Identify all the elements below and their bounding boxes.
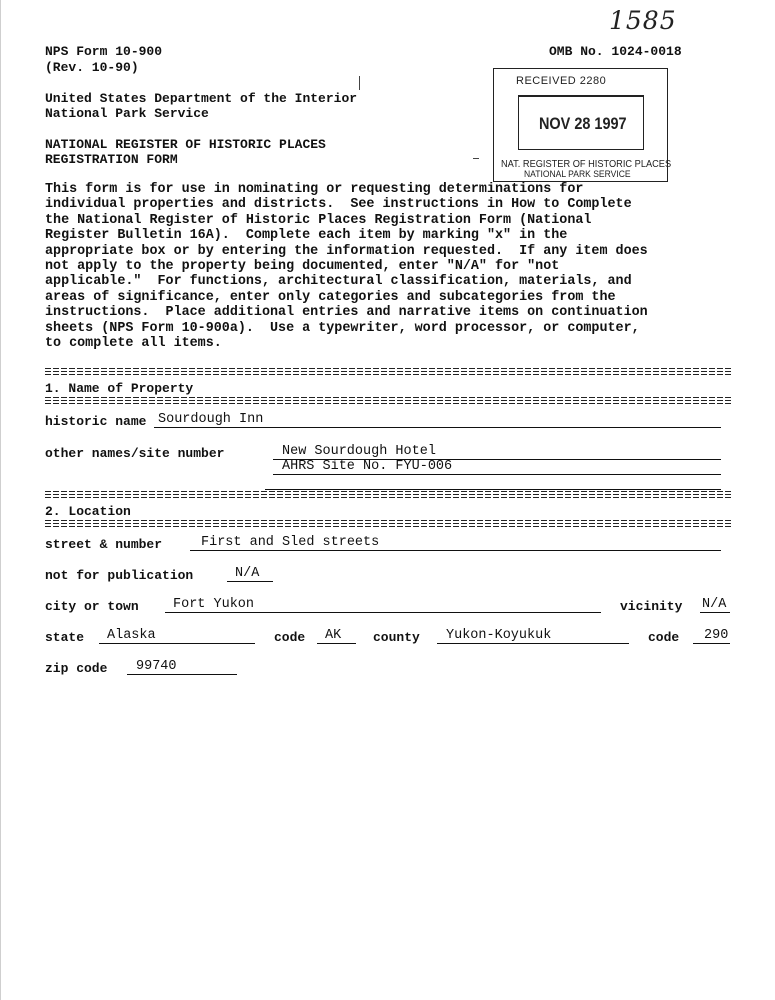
section-divider [45,397,731,404]
state-line [99,643,255,644]
instruction-line: the National Register of Historic Places Registration Form (National [45,212,592,228]
other-name-1-value[interactable]: New Sourdough Hotel [282,444,436,459]
stamp-line-1: NAT. REGISTER OF HISTORIC PLACES [501,158,672,170]
state-value[interactable]: Alaska [107,628,156,643]
stamp-date-box [518,95,644,150]
section-divider [45,368,731,375]
county-label: county [373,630,420,645]
instruction-line: individual properties and districts. See instructions in How to Complete [45,197,632,213]
instruction-line: to complete all items. [45,336,222,352]
stamp-received: RECEIVED 2280 [516,75,607,87]
city-value[interactable]: Fort Yukon [173,597,255,612]
instruction-line: not apply to the property being documented, enter "N/A" for "not [45,259,560,275]
instruction-line: Register Bulletin 16A). Complete each item by marking "x" in the [45,228,568,244]
tick-mark [473,158,479,159]
other-name-2-value[interactable]: AHRS Site No. FYU-006 [282,459,453,474]
section-divider [45,491,731,498]
street-label: street & number [45,537,163,552]
other-name-2-line [273,474,721,475]
instruction-line: This form is for use in nominating or requesting determinations for [45,182,584,197]
not-for-publication-value[interactable]: N/A [235,566,260,581]
county-line [437,643,629,644]
section-2-heading: 2. Location [45,504,131,519]
instruction-line: sheets (NPS Form 10-900a). Use a typewriter, word processor, or computer, [45,320,640,336]
county-code-label: code [648,630,680,645]
stamp-date: NOV 28 1997 [539,114,627,133]
vicinity-value[interactable]: N/A [702,597,727,612]
historic-name-line [154,427,721,428]
instruction-line: areas of significance, enter only categories and subcategories from the [45,289,616,305]
state-code-line [317,643,356,644]
historic-name-label: historic name [45,414,147,429]
form-id: NPS Form 10-900 [45,44,163,59]
state-label: state [45,630,85,645]
zip-label: zip code [45,661,108,676]
street-line [190,550,721,551]
received-stamp [493,68,672,182]
instruction-line: instructions. Place additional entries and narrative items on continuation [45,305,648,321]
not-for-publication-line [227,581,273,582]
not-for-publication-label: not for publication [45,568,194,583]
stamp-line-2: NATIONAL PARK SERVICE [524,169,631,180]
handwritten-number: 1585 [609,6,677,35]
form-revision: (Rev. 10-90) [45,60,139,75]
county-code-value[interactable]: 290 [704,628,729,643]
other-name-3-line [265,489,721,490]
register-title: NATIONAL REGISTER OF HISTORIC PLACES [45,137,326,152]
state-code-label: code [274,630,306,645]
city-label: city or town [45,599,139,614]
county-code-line [693,643,730,644]
instruction-line: applicable." For functions, architectural classification, materials, and [45,274,632,290]
omb-number: OMB No. 1024-0018 [549,44,682,59]
section-1-heading: 1. Name of Property [45,381,194,396]
instructions-paragraph [45,182,735,351]
tick-mark [359,76,360,90]
section-divider [45,520,731,527]
zip-value[interactable]: 99740 [136,659,177,674]
county-value[interactable]: Yukon-Koyukuk [446,628,552,643]
vicinity-line [700,612,730,613]
state-code-value[interactable]: AK [325,628,342,643]
instruction-line: appropriate box or by entering the information requested. If any item does [45,243,648,259]
street-value[interactable]: First and Sled streets [201,535,380,550]
department: United States Department of the Interior [45,91,358,106]
city-line [165,612,601,613]
historic-name-value[interactable]: Sourdough Inn [158,412,264,427]
zip-line [127,674,237,675]
service: National Park Service [45,106,209,121]
vicinity-label: vicinity [620,599,683,614]
other-names-label: other names/site number [45,446,225,461]
form-title: REGISTRATION FORM [45,152,178,167]
